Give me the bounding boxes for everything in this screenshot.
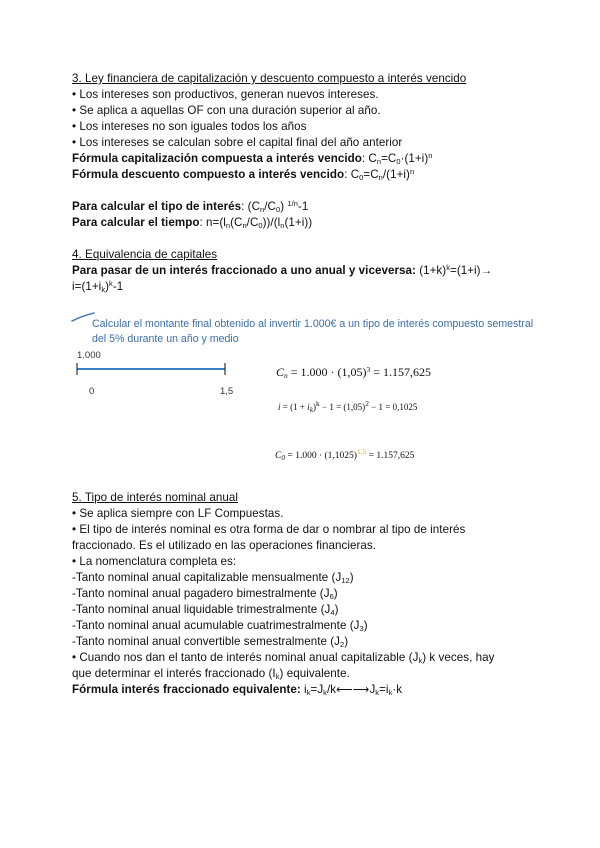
equivalencia-expr-2: $i=(1+i_k)^k-1$: [72, 279, 124, 294]
equivalencia-expr-1: $(1+k)^k=(1+i)\to$: [415, 263, 493, 277]
tiempo-label: Para calcular el tiempo: [72, 216, 200, 229]
tipo-interes-label: Para calcular el tipo de interés: [72, 200, 242, 213]
sec5-line-3: fraccionado. Es el utilizado en las operaciones financieras.: [72, 539, 376, 552]
section-3-title: 3. Ley financiera de capitalización y descuento compuesto a interés vencido: [72, 72, 467, 85]
example-equation-3: $C_0 = 1.000 \cdot (1,1025)^{1,5} = 1.157,625$: [275, 447, 415, 462]
sec3-bullet-1: • Los intereses son productivos, generan nuevos intereses.: [72, 88, 379, 101]
timeline-capital-label: 1.000: [77, 350, 101, 361]
sec5-line-2: • El tipo de interés nominal es otra forma de dar o nombrar al tipo de interés: [72, 523, 466, 536]
formula-descuento-expr: : $C_0=C_n/(1+i)^n$: [344, 167, 415, 182]
formula-fraccionado-expr: $i_k=J_k/k⟵⟶J_k=i_k\cdot k$: [300, 683, 403, 697]
sec3-bullet-2: • Se aplica a aquellas OF con una duración superior al año.: [72, 104, 381, 117]
formula-descuento-label: Fórmula descuento compuesto a interés vencido: [72, 168, 345, 181]
formula-descuento: [72, 167, 414, 182]
formula-capitalizacion-label: Fórmula capitalización compuesta a interés vencido: [72, 152, 362, 165]
nomenclatura-mensual: -Tanto nominal anual capitalizable mensualmente $(J_{12})$: [72, 571, 354, 585]
sec5-line-determinar: que determinar el interés fraccionado $(I_k)$ equivalente.: [72, 667, 350, 681]
nomenclatura-cuatrimestral: -Tanto nominal anual acumulable cuatrimestralmente $(J_3)$: [72, 619, 368, 633]
section-4-title: 4. Equivalencia de capitales: [72, 248, 218, 261]
sec5-line-4: • La nomenclatura completa es:: [72, 555, 237, 568]
tipo-interes-expr: : $(C_n/C_0)$ $^{1/n}$-1: [241, 199, 309, 214]
equivalencia-line-1: [72, 263, 492, 278]
sec5-line-cuando: • Cuando nos dan el tanto de interés nominal anual capitalizable $(J_k)$ k veces, hay: [72, 651, 495, 665]
formula-fraccionado-label: Fórmula interés fraccionado equivalente:: [72, 683, 301, 696]
formula-capitalizacion: [72, 151, 432, 166]
formula-tiempo: [72, 215, 312, 230]
nomenclatura-semestral: -Tanto nominal anual convertible semestralmente $(J_2)$: [72, 635, 349, 649]
sec3-bullet-4: • Los intereses se calculan sobre el capital final del año anterior: [72, 136, 403, 149]
equivalencia-label: Para pasar de un interés fraccionado a uno anual y viceversa:: [72, 264, 416, 277]
example-equation-2: $i = (1 + i_k)^k - 1 = (1,05)^2 - 1 = 0,1025$: [278, 399, 418, 414]
sec3-bullet-3: • Los intereses no son iguales todos los años: [72, 120, 307, 133]
formula-fraccionado: [72, 682, 402, 697]
timeline: [74, 362, 234, 376]
timeline-end-label: 1,5: [220, 386, 234, 397]
example-equation-1: $C_n = 1.000 \cdot (1,05)^3 = 1.157,625$: [276, 365, 432, 380]
tiempo-expr: : $n=(l_n(C_n/C_0))/(l_n(1+i))$: [199, 216, 313, 230]
sec5-line-1: • Se aplica siempre con LF Compuestas.: [72, 507, 284, 520]
timeline-start-label: 0: [89, 386, 95, 397]
formula-capitalizacion-expr: : $C_n=C_0\cdot(1+i)^n$: [361, 151, 433, 166]
example-statement-line-1: Calcular el montante final obtenido al invertir 1.000€ a un tipo de interés compuesto semestral: [92, 318, 534, 330]
nomenclatura-bimestral: -Tanto nominal anual pagadero bimestralmente $(J_6)$: [72, 587, 338, 601]
nomenclatura-trimestral: -Tanto nominal anual liquidable trimestralmente $(J_4)$: [72, 603, 339, 617]
example-statement-line-2: del 5% durante un año y medio: [92, 333, 239, 345]
section-5-title: 5. Tipo de interés nominal anual: [72, 491, 238, 504]
formula-tipo-interes: [72, 199, 308, 214]
